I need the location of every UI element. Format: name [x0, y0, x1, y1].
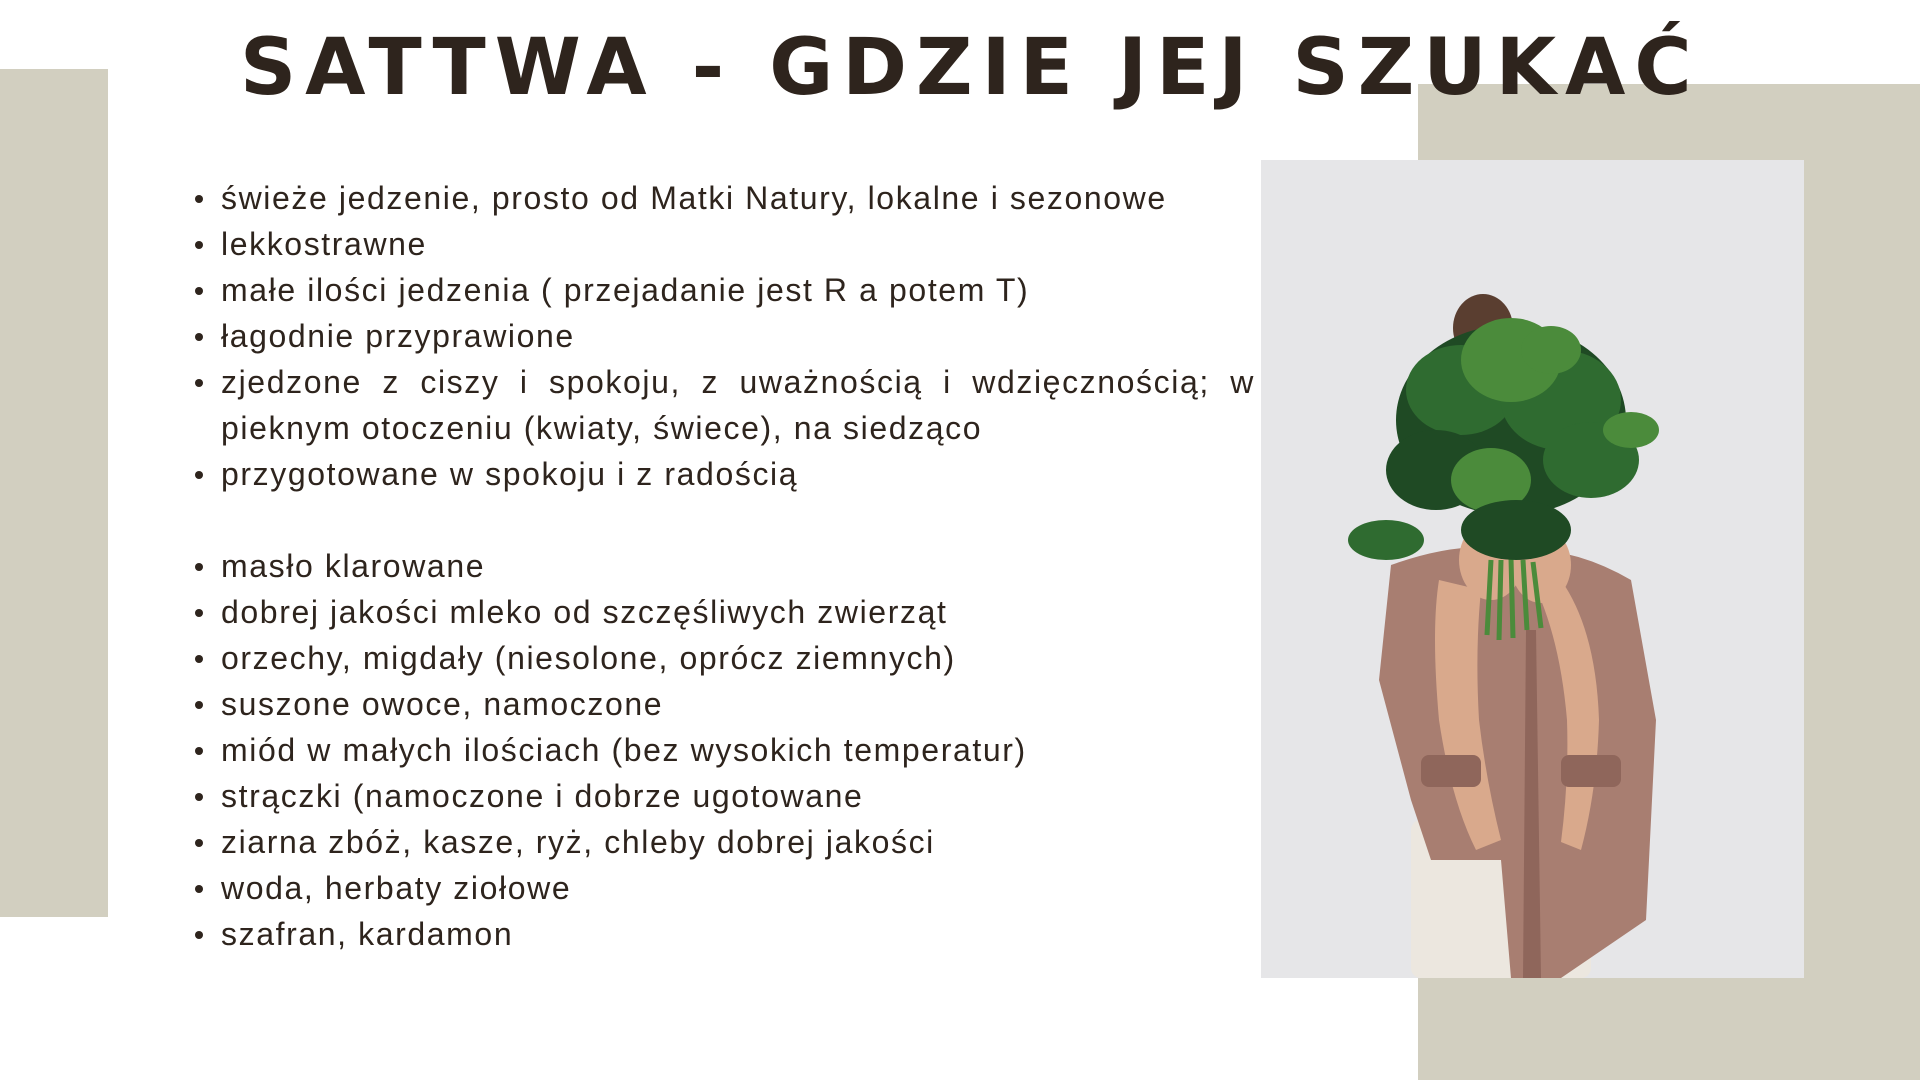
- list-spacer: [195, 497, 1255, 543]
- slide-content: [195, 175, 1255, 957]
- bullet-list-foods: [195, 543, 1255, 957]
- photo-right-cuff: [1561, 755, 1621, 787]
- photo-left-cuff: [1421, 755, 1481, 787]
- list-item: małe ilości jedzenia ( przejadanie jest R a potem T): [195, 267, 1255, 313]
- list-item: lekkostrawne: [195, 221, 1255, 267]
- list-item: łagodnie przyprawione: [195, 313, 1255, 359]
- slide-title: SATTWA - GDZIE JEJ SZUKAĆ: [240, 23, 1701, 113]
- list-item: miód w małych ilościach (bez wysokich temperatur): [195, 727, 1255, 773]
- list-item: świeże jedzenie, prosto od Matki Natury, lokalne i sezonowe: [195, 175, 1255, 221]
- list-item: przygotowane w spokoju i z radością: [195, 451, 1255, 497]
- list-item: zjedzone z ciszy i spokoju, z uważnością i wdzięcznością; w pieknym otoczeniu (kwiaty, świece), na siedząco: [195, 359, 1255, 451]
- list-item: strączki (namoczone i dobrze ugotowane: [195, 773, 1255, 819]
- photo-illustration: [1261, 160, 1804, 978]
- bullet-list-practices: [195, 175, 1255, 497]
- list-item: szafran, kardamon: [195, 911, 1255, 957]
- list-item: masło klarowane: [195, 543, 1255, 589]
- list-item: dobrej jakości mleko od szczęśliwych zwierząt: [195, 589, 1255, 635]
- decorative-block-left: [0, 69, 108, 917]
- list-item: suszone owoce, namoczone: [195, 681, 1255, 727]
- photo-woman-holding-greens: [1261, 160, 1804, 978]
- list-item: ziarna zbóż, kasze, ryż, chleby dobrej jakości: [195, 819, 1255, 865]
- list-item: orzechy, migdały (niesolone, oprócz ziemnych): [195, 635, 1255, 681]
- list-item: woda, herbaty ziołowe: [195, 865, 1255, 911]
